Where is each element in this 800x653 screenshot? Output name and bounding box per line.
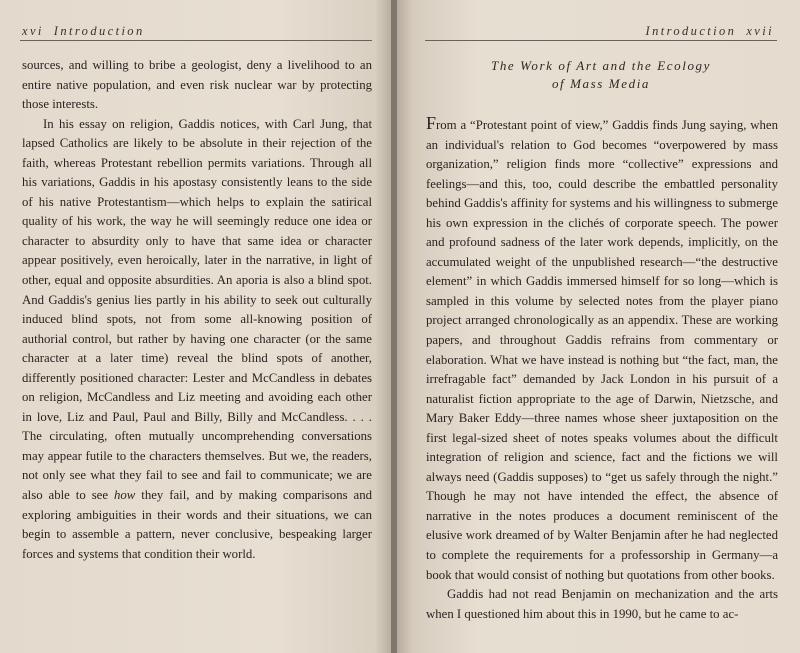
left-paragraph-2-part-2: they fail, and by making comparisons and exploring ambiguities in their words and their situations, we can begin to assemble a pattern, never conclusive, bespeaking larger forces and systems that condition their world. bbox=[22, 488, 372, 561]
left-page-number: xvi bbox=[22, 24, 44, 38]
left-paragraph-2 bbox=[22, 115, 372, 565]
right-paragraph-1 bbox=[426, 114, 778, 585]
left-page bbox=[0, 0, 391, 653]
left-header-rule bbox=[20, 40, 372, 41]
left-paragraph-1: sources, and willing to bribe a geologist, deny a livelihood to an entire native population, and even risk nuclear war by protecting those interests. bbox=[22, 58, 372, 112]
section-title-line-1: The Work of Art and the Ecology bbox=[490, 58, 712, 73]
right-running-head-title: Introduction bbox=[645, 24, 737, 38]
right-paragraph-2: Gaddis had not read Benjamin on mechanization and the arts when I questioned him about this in 1990, but he came to ac- bbox=[426, 587, 778, 621]
right-header-rule bbox=[425, 40, 777, 41]
left-running-head-title: Introduction bbox=[53, 24, 145, 38]
left-body-text bbox=[22, 56, 372, 564]
left-paragraph-2-emphasis: how bbox=[113, 488, 136, 503]
section-title-line-2: of Mass Media bbox=[551, 76, 651, 91]
left-paragraph-2-part-1: In his essay on religion, Gaddis notices, with Carl Jung, that lapsed Catholics are likely to be absolute in their rejection of the faith, whereas Protestant rebellion permits variations. Through all his variations, Gaddis in his apostasy consistently leans to the side of his native Protestantism—which helps to explain the satirical quality of his work, the way he will seemingly reduce one idea or character to absurdity only to have that same idea or character appear positively, even heroically, later in the narrative, in light of other, equal and opposite absurdities. An aporia is also a blind spot. And Gaddis's genius lies partly in his ability to seek out culturally induced blind spots, not from some all-knowing position of authorial control, but rather by having one character (or the same character at a later time) reveal the blind spots of another, differently positioned character: Lester and McCandless in debates on religion, McCandless and Liz meeting and avoiding each other in love, Liz and Paul, Paul and Billy, Billy and McCandless. . . . The circulating, often mutually uncomprehending conversations may appear futile to the characters themselves. But we, the readers, not only see what they fail to see and fail to communicate; we are also able to see bbox=[22, 116, 372, 503]
right-running-head bbox=[646, 24, 775, 39]
drop-cap: F bbox=[426, 113, 437, 133]
right-page-number: xvii bbox=[746, 24, 774, 38]
section-title bbox=[425, 57, 777, 93]
right-paragraph-1-text: rom a “Protestant point of view,” Gaddis finds Jung saying, when an individual's relation to God becomes “overpowered by mass organization,” religion finds more “collective” expressions and feelings—and this, too, could describe the embattled personality behind Gaddis's affinity for systems and his willingness to submerge his own expression in the clichés of corporate speech. The power and profound sadness of the later work depends, implicitly, on the accumulated weight of the unpublished research—“the destructive element” in which Gaddis immersed himself for so long—which is sampled in this volume by selected notes from the player piano project arranged chronologically as an appendix. These are working papers, and throughout Gaddis refrains from commentary or elaboration. What we have instead is nothing but “the fact, man, the irrefragable fact” demanded by Jack London in his pursuit of a naturalist fiction appropriate to the age of Darwin, Nietzsche, and Mary Baker Eddy—three names whose sheer juxtaposition on the first legal-sized sheet of notes speaks volumes about the difficult integration of religion and science, fact and the fictions we will always need (Gaddis supposes) to “get us safely through the night.” Though he may not have intended the effect, the absence of narrative in the notes produces a document reminiscent of the elusive work dreamed of by Walter Benjamin after he had neglected to complete the requirements for a professorship in Germany—a book that would consist of nothing but quotations from other books. bbox=[426, 118, 778, 582]
right-body-text bbox=[426, 114, 778, 624]
left-running-head bbox=[22, 24, 155, 39]
right-page bbox=[397, 0, 800, 653]
